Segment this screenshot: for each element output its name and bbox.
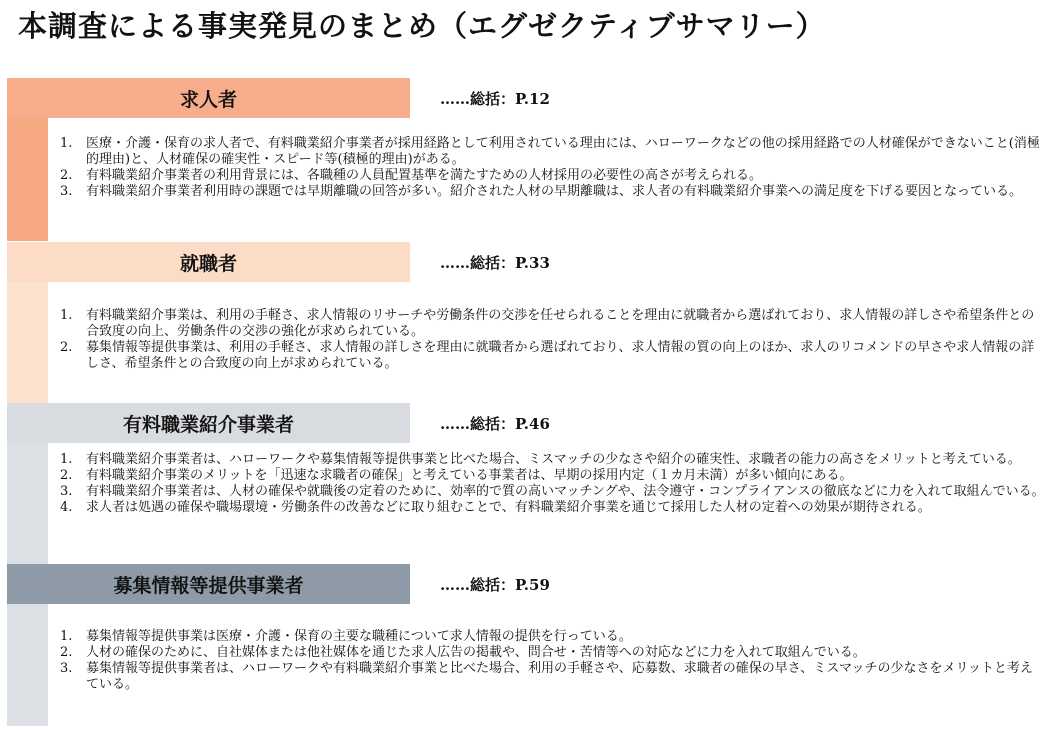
summary-page-ref: ……総括：P.33 [440,253,550,272]
page-title: 本調査による事実発見のまとめ（エグゼクティブサマリー） [18,9,826,43]
finding-list [60,629,1045,693]
summary-page-ref: ……総括：P.12 [440,89,550,108]
section-side-bar [7,443,48,564]
section-header-job-info-providers [7,564,410,604]
section-header-job-seekers [7,242,410,282]
section-header-recruiters [7,78,410,118]
list-item: 1. 有料職業紹介事業は、利用の手軽さ、求人情報のリサーチや労働条件の交渉を任せられることを理由に就職者から選ばれており、求人情報の詳しさや希望条件との合致度の向上、労働条件の交渉の強化が求められている。 [60,308,1035,339]
list-item: 2. 有料職業紹介事業のメリットを「迅速な求職者の確保」と考えている事業者は、早期の採用内定（１カ月未満）が多い傾向にある。 [60,468,853,483]
summary-page-ref: ……総括：P.59 [440,575,550,594]
list-item: 2. 有料職業紹介事業者の利用背景には、各職種の人員配置基準を満たすための人材採用の必要性の高さが考えられる。 [60,168,763,183]
list-item: 1. 募集情報等提供事業は医療・介護・保育の主要な職種について求人情報の提供を行っている。 [60,629,632,644]
list-item: 2. 人材の確保のために、自社媒体または他社媒体を通じた求人広告の掲載や、問合せ・苦情等への対応などに力を入れて取組んでいる。 [60,645,866,660]
list-item: 1. 有料職業紹介事業者は、ハローワークや募集情報等提供事業と比べた場合、ミスマッチの少なさや紹介の確実性、求職者の能力の高さをメリットと考えている。 [60,452,1021,467]
section-heading: 就職者 [179,252,237,275]
section-side-bar [7,604,48,726]
summary-page-ref: ……総括：P.46 [440,414,550,433]
finding-list [60,308,1045,372]
section-side-bar [7,282,48,403]
section-header-placement-agencies [7,403,410,443]
list-item: 3. 有料職業紹介事業者利用時の課題では早期離職の回答が多い。紹介された人材の早期離職は、求人者の有料職業紹介事業への満足度を下げる要因となっている。 [60,184,1023,199]
section-heading: 有料職業紹介事業者 [122,413,294,436]
list-item: 3. 有料職業紹介事業者は、人材の確保や就職後の定着のために、効率的で質の高いマッチングや、法令遵守・コンプライアンスの徹底などに力を入れて取組んでいる。 [60,484,1045,499]
section-heading: 募集情報等提供事業者 [113,574,304,597]
list-item: 1. 医療・介護・保育の求人者で、有料職業紹介事業者が採用経路として利用されている理由には、ハローワークなどの他の採用経路での人材確保ができないこと(消極的理由)と、人材確保の確実性・スピード等(積極的理由)がある。 [60,136,1040,167]
finding-list [60,136,1045,200]
list-item: 3. 募集情報等提供事業者は、ハローワークや有料職業紹介事業と比べた場合、利用の手軽さや、応募数、求職者の確保の早さ、ミスマッチの少なさをメリットと考えている。 [60,661,1033,692]
list-item: 2. 募集情報等提供事業は、利用の手軽さ、求人情報の詳しさを理由に就職者から選ばれており、求人情報の質の向上のほか、求人のリコメンドの早さや求人情報の詳しさ、希望条件との合致度の向上が求められている。 [60,340,1035,371]
finding-list [60,452,1045,516]
list-item: 4. 求人者は処遇の確保や職場環境・労働条件の改善などに取り組むことで、有料職業紹介事業を通じて採用した人材の定着への効果が期待される。 [60,500,931,515]
section-side-bar [7,118,48,241]
section-heading: 求人者 [179,88,237,111]
